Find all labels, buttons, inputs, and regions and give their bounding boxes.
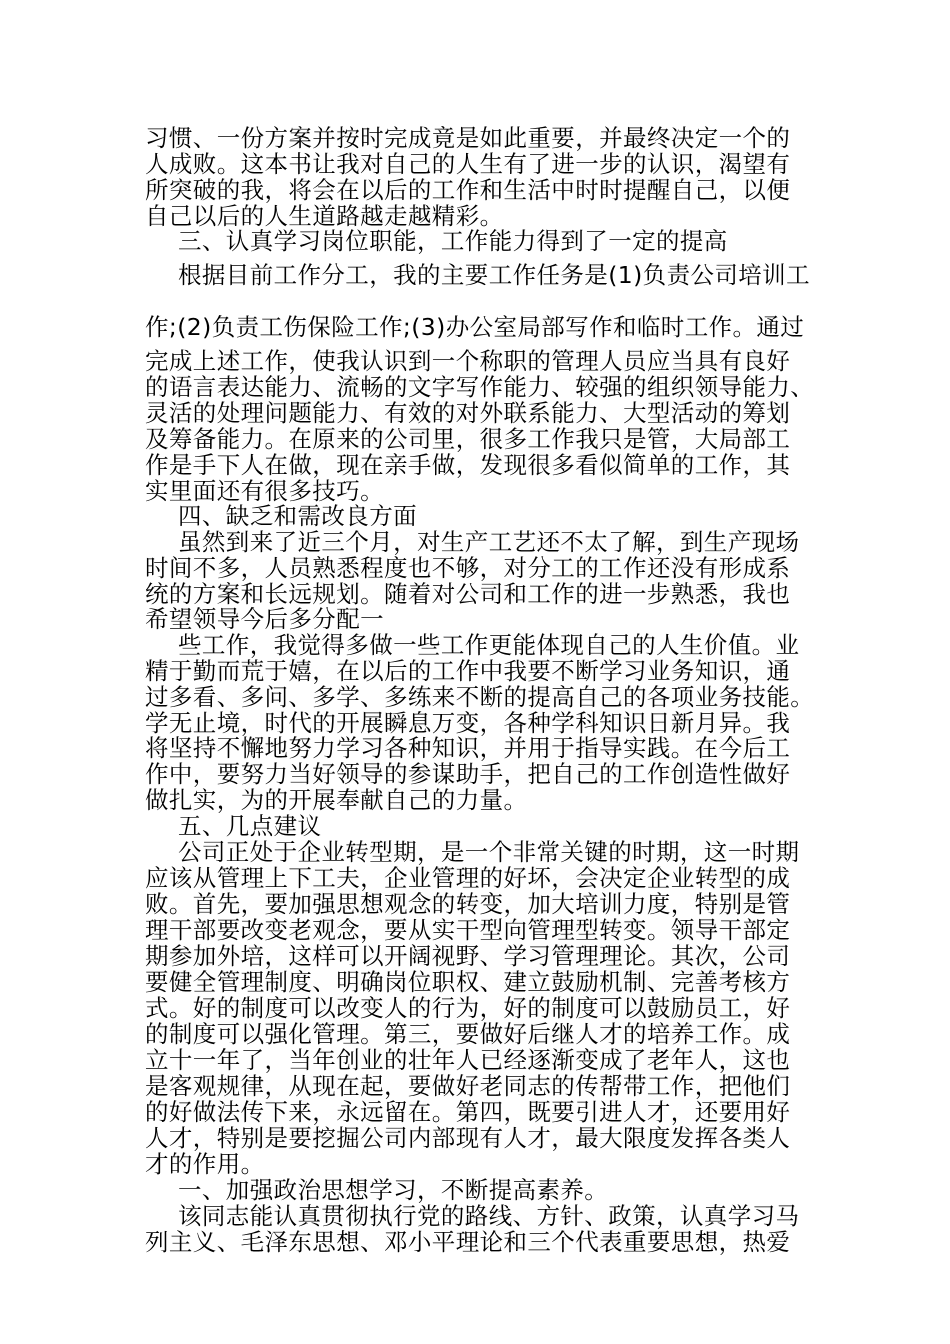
text-line: 期参加外培，这样可以开阔视野、学习管理理论。其次，公司 (145, 942, 791, 970)
text-line: 习惯、一份方案并按时完成竟是如此重要，并最终决定一个的 (145, 124, 791, 152)
text-line: 统的方案和长远规划。随着对公司和工作的进一步熟悉，我也 (145, 580, 791, 608)
text-line: 希望领导今后多分配一 (145, 605, 384, 633)
text-line: 些工作，我觉得多做一些工作更能体现自己的人生价值。业 (178, 631, 800, 659)
text-line: 要健全管理制度、明确岗位职权、建立鼓励机制、完善考核方 (145, 968, 791, 996)
text-line: 公司正处于企业转型期，是一个非常关键的时期，这一时期 (178, 838, 800, 866)
text-line: 将坚持不懈地努力学习各种知识，并用于指导实践。在今后工 (145, 734, 791, 762)
section-heading: 一、加强政治思想学习，不断提高素养。 (178, 1176, 609, 1204)
text-line: 所突破的我，将会在以后的工作和生活中时时提醒自己，以便 (145, 176, 791, 204)
text-line: 精于勤而荒于嬉，在以后的工作中我要不断学习业务知识，通 (145, 657, 791, 685)
text-line: 式。好的制度可以改变人的行为，好的制度可以鼓励员工，好 (145, 994, 791, 1022)
text-line: 立十一年了，当年创业的壮年人已经逐渐变成了老年人，这也 (145, 1046, 791, 1074)
text-line: 人成败。这本书让我对自己的人生有了进一步的认识，渴望有 (145, 150, 791, 178)
text-line: 的好做法传下来，永远留在。第四，既要引进人才，还要用好 (145, 1098, 791, 1126)
text-line: 作中，要努力当好领导的参谋助手，把自己的工作创造性做好 (145, 760, 791, 788)
text-line: 的制度可以强化管理。第三，要做好后继人才的培养工作。成 (145, 1020, 791, 1048)
text-line: 学无止境，时代的开展瞬息万变，各种学科知识日新月异。我 (145, 709, 791, 737)
text-line: 时间不多，人员熟悉程度也不够，对分工的工作还没有形成系 (145, 554, 791, 582)
text-line: 完成上述工作，使我认识到一个称职的管理人员应当具有良好 (145, 347, 791, 375)
text-line: 应该从管理上下工夫，企业管理的好坏，会决定企业转型的成 (145, 864, 791, 892)
section-heading: 三、认真学习岗位职能，工作能力得到了一定的提高 (178, 227, 728, 255)
text-line: 及筹备能力。在原来的公司里，很多工作我只是管，大局部工 (145, 425, 791, 453)
text-line: 自己以后的人生道路越走越精彩。 (145, 202, 504, 230)
text-line: 人才，特别是要挖掘公司内部现有人才，最大限度发挥各类人 (145, 1124, 791, 1152)
text-line: 理干部要改变老观念，要从实干型向管理型转变。领导干部定 (145, 916, 791, 944)
text-line: 才的作用。 (145, 1150, 265, 1178)
text-line: 过多看、多问、多学、多练来不断的提高自己的各项业务技能。 (145, 683, 815, 711)
text-line: 灵活的处理问题能力、有效的对外联系能力、大型活动的筹划 (145, 399, 791, 427)
section-heading: 五、几点建议 (178, 812, 322, 840)
text-line: 该同志能认真贯彻执行党的路线、方针、政策，认真学习马 (178, 1202, 800, 1230)
text-line: 实里面还有很多技巧。 (145, 477, 384, 505)
text-line: 作是手下人在做，现在亲手做，发现很多看似简单的工作，其 (145, 451, 791, 479)
text-line: 列主义、毛泽东思想、邓小平理论和三个代表重要思想，热爱 (145, 1228, 791, 1256)
text-line: 虽然到来了近三个月，对生产工艺还不太了解，到生产现场 (178, 528, 800, 556)
section-heading: 四、缺乏和需改良方面 (178, 502, 417, 530)
text-line: 作;(2)负责工伤保险工作;(3)办公室局部写作和临时工作。通过 (145, 313, 805, 341)
text-line: 的语言表达能力、流畅的文字写作能力、较强的组织领导能力、 (145, 373, 815, 401)
text-line: 根据目前工作分工，我的主要工作任务是(1)负责公司培训工 (178, 261, 810, 289)
text-line: 是客观规律，从现在起，要做好老同志的传帮带工作，把他们 (145, 1072, 791, 1100)
text-line: 败。首先，要加强思想观念的转变，加大培训力度，特别是管 (145, 890, 791, 918)
text-line: 做扎实，为的开展奉献自己的力量。 (145, 786, 528, 814)
